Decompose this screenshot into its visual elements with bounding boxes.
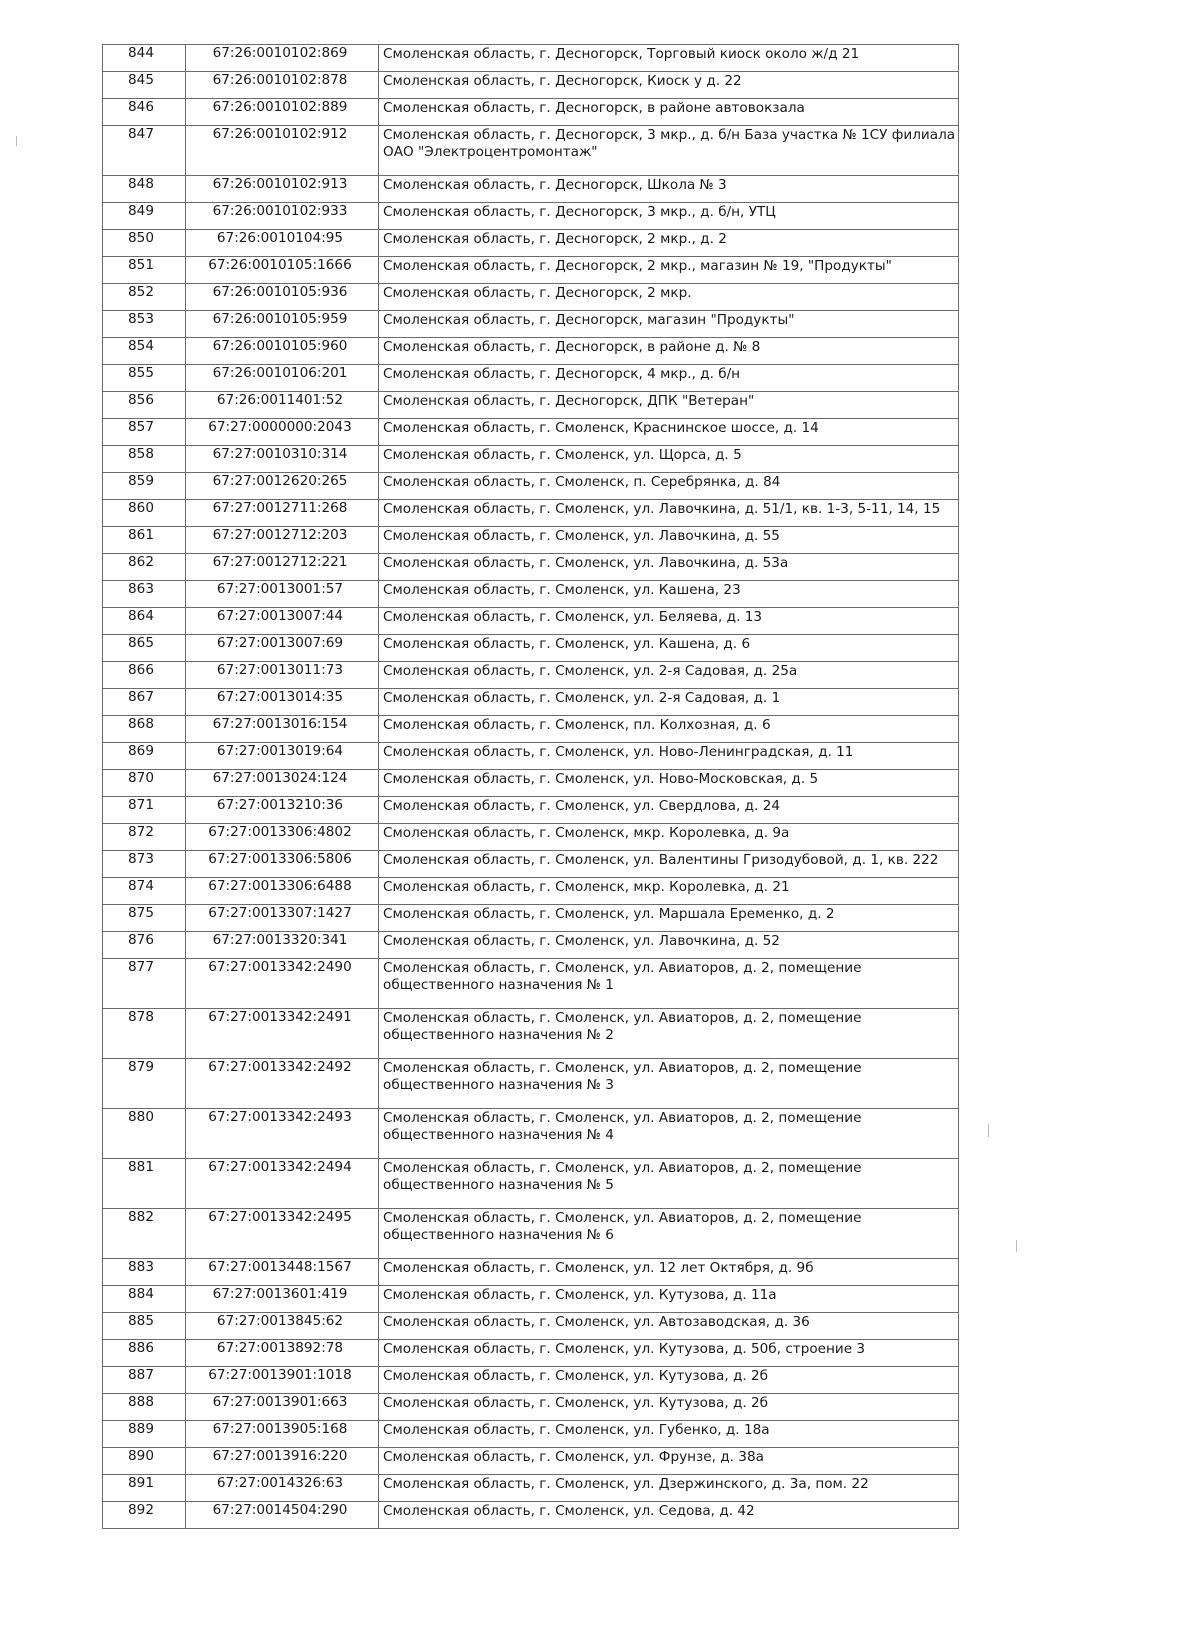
property-table [102,44,959,1529]
row-number-cell: 884 [103,1286,186,1313]
address-cell: Смоленская область, г. Десногорск, 4 мкр., д. б/н [379,365,959,392]
address-cell: Смоленская область, г. Смоленск, ул. Авиаторов, д. 2, помещение общественного назначения № 1 [379,959,959,1009]
table-row [103,72,959,99]
row-number-cell: 882 [103,1209,186,1259]
table-row [103,1448,959,1475]
cadastral-number-cell: 67:27:0013342:2490 [186,959,379,1009]
row-number-cell: 857 [103,419,186,446]
cadastral-number-cell: 67:27:0013892:78 [186,1340,379,1367]
address-cell: Смоленская область, г. Смоленск, ул. Кутузова, д. 50б, строение 3 [379,1340,959,1367]
address-cell: Смоленская область, г. Смоленск, ул. Дзержинского, д. 3а, пом. 22 [379,1475,959,1502]
cadastral-number-cell: 67:27:0013901:663 [186,1394,379,1421]
row-number-cell: 873 [103,851,186,878]
table-row [103,878,959,905]
address-cell: Смоленская область, г. Смоленск, ул. 2-я Садовая, д. 1 [379,689,959,716]
row-number-cell: 874 [103,878,186,905]
row-number-cell: 850 [103,230,186,257]
address-cell: Смоленская область, г. Смоленск, ул. 12 лет Октября, д. 9б [379,1259,959,1286]
address-cell: Смоленская область, г. Десногорск, Школа № 3 [379,176,959,203]
cadastral-number-cell: 67:27:0013845:62 [186,1313,379,1340]
table-row [103,581,959,608]
row-number-cell: 890 [103,1448,186,1475]
table-row [103,311,959,338]
cadastral-number-cell: 67:27:0013342:2495 [186,1209,379,1259]
cadastral-number-cell: 67:27:0014326:63 [186,1475,379,1502]
table-row [103,126,959,176]
address-cell: Смоленская область, г. Десногорск, в районе автовокзала [379,99,959,126]
cadastral-number-cell: 67:27:0013007:69 [186,635,379,662]
table-row [103,1502,959,1529]
row-number-cell: 860 [103,500,186,527]
cadastral-number-cell: 67:27:0013024:124 [186,770,379,797]
cadastral-number-cell: 67:27:0013601:419 [186,1286,379,1313]
row-number-cell: 872 [103,824,186,851]
cadastral-number-cell: 67:26:0010105:1666 [186,257,379,284]
row-number-cell: 889 [103,1421,186,1448]
table-body [103,45,959,1529]
address-cell: Смоленская область, г. Смоленск, ул. Лавочкина, д. 51/1, кв. 1-3, 5-11, 14, 15 [379,500,959,527]
address-cell: Смоленская область, г. Смоленск, ул. Авиаторов, д. 2, помещение общественного назначения № 3 [379,1059,959,1109]
table-row [103,257,959,284]
cadastral-number-cell: 67:27:0013342:2491 [186,1009,379,1059]
cadastral-number-cell: 67:27:0013019:64 [186,743,379,770]
cadastral-number-cell: 67:27:0013306:5806 [186,851,379,878]
address-cell: Смоленская область, г. Смоленск, ул. Седова, д. 42 [379,1502,959,1529]
cadastral-number-cell: 67:27:0012712:203 [186,527,379,554]
table-row [103,554,959,581]
row-number-cell: 851 [103,257,186,284]
table-row [103,500,959,527]
row-number-cell: 864 [103,608,186,635]
row-number-cell: 868 [103,716,186,743]
table-row [103,824,959,851]
cadastral-number-cell: 67:27:0013905:168 [186,1421,379,1448]
cadastral-number-cell: 67:27:0010310:314 [186,446,379,473]
table-row [103,635,959,662]
row-number-cell: 865 [103,635,186,662]
address-cell: Смоленская область, г. Десногорск, 3 мкр., д. б/н, УТЦ [379,203,959,230]
row-number-cell: 846 [103,99,186,126]
cadastral-number-cell: 67:27:0012711:268 [186,500,379,527]
cadastral-number-cell: 67:27:0012620:265 [186,473,379,500]
table-row [103,1394,959,1421]
address-cell: Смоленская область, г. Смоленск, ул. Автозаводская, д. 36 [379,1313,959,1340]
row-number-cell: 888 [103,1394,186,1421]
address-cell: Смоленская область, г. Смоленск, ул. Беляева, д. 13 [379,608,959,635]
address-cell: Смоленская область, г. Смоленск, ул. Авиаторов, д. 2, помещение общественного назначения № 5 [379,1159,959,1209]
cadastral-number-cell: 67:27:0000000:2043 [186,419,379,446]
cadastral-number-cell: 67:27:0012712:221 [186,554,379,581]
address-cell: Смоленская область, г. Десногорск, 2 мкр., д. 2 [379,230,959,257]
cadastral-number-cell: 67:26:0010102:869 [186,45,379,72]
row-number-cell: 877 [103,959,186,1009]
row-number-cell: 863 [103,581,186,608]
table-row [103,1259,959,1286]
address-cell: Смоленская область, г. Смоленск, ул. Лавочкина, д. 53а [379,554,959,581]
cadastral-number-cell: 67:27:0013007:44 [186,608,379,635]
table-row [103,284,959,311]
address-cell: Смоленская область, г. Смоленск, ул. Свердлова, д. 24 [379,797,959,824]
address-cell: Смоленская область, г. Смоленск, мкр. Королевка, д. 9а [379,824,959,851]
row-number-cell: 859 [103,473,186,500]
table-row [103,45,959,72]
table-row [103,1475,959,1502]
cadastral-number-cell: 67:27:0013306:4802 [186,824,379,851]
row-number-cell: 852 [103,284,186,311]
address-cell: Смоленская область, г. Смоленск, ул. Ново-Ленинградская, д. 11 [379,743,959,770]
cadastral-number-cell: 67:27:0013307:1427 [186,905,379,932]
table-row [103,176,959,203]
cadastral-number-cell: 67:26:0010106:201 [186,365,379,392]
cadastral-number-cell: 67:26:0010102:912 [186,126,379,176]
row-number-cell: 875 [103,905,186,932]
address-cell: Смоленская область, г. Смоленск, ул. Щорса, д. 5 [379,446,959,473]
cadastral-number-cell: 67:27:0013448:1567 [186,1259,379,1286]
cadastral-number-cell: 67:27:0013342:2492 [186,1059,379,1109]
table-row [103,905,959,932]
cadastral-number-cell: 67:26:0010102:889 [186,99,379,126]
cadastral-number-cell: 67:27:0013306:6488 [186,878,379,905]
cadastral-number-cell: 67:27:0013014:35 [186,689,379,716]
row-number-cell: 876 [103,932,186,959]
table-row [103,797,959,824]
address-cell: Смоленская область, г. Смоленск, ул. Лавочкина, д. 52 [379,932,959,959]
address-cell: Смоленская область, г. Смоленск, ул. Кашена, 23 [379,581,959,608]
table-row [103,1209,959,1259]
row-number-cell: 886 [103,1340,186,1367]
cadastral-number-cell: 67:27:0013210:36 [186,797,379,824]
cadastral-number-cell: 67:27:0013342:2493 [186,1109,379,1159]
row-number-cell: 871 [103,797,186,824]
address-cell: Смоленская область, г. Смоленск, ул. Ново-Московская, д. 5 [379,770,959,797]
table-row [103,716,959,743]
address-cell: Смоленская область, г. Десногорск, ДПК "Ветеран" [379,392,959,419]
row-number-cell: 883 [103,1259,186,1286]
cadastral-number-cell: 67:27:0014504:290 [186,1502,379,1529]
address-cell: Смоленская область, г. Десногорск, 2 мкр., магазин № 19, "Продукты" [379,257,959,284]
address-cell: Смоленская область, г. Смоленск, ул. Валентины Гризодубовой, д. 1, кв. 222 [379,851,959,878]
cadastral-number-cell: 67:27:0013342:2494 [186,1159,379,1209]
address-cell: Смоленская область, г. Десногорск, Киоск у д. 22 [379,72,959,99]
table-row [103,527,959,554]
table-row [103,932,959,959]
address-cell: Смоленская область, г. Смоленск, п. Серебрянка, д. 84 [379,473,959,500]
table-row [103,959,959,1009]
table-row [103,608,959,635]
table-row [103,1109,959,1159]
table-row [103,743,959,770]
table-row [103,203,959,230]
scan-artifact [988,1124,989,1137]
table-row [103,338,959,365]
address-cell: Смоленская область, г. Смоленск, Краснинское шоссе, д. 14 [379,419,959,446]
table-row [103,851,959,878]
cadastral-number-cell: 67:26:0010105:936 [186,284,379,311]
table-row [103,230,959,257]
table-row [103,662,959,689]
address-cell: Смоленская область, г. Десногорск, в районе д. № 8 [379,338,959,365]
cadastral-number-cell: 67:26:0011401:52 [186,392,379,419]
row-number-cell: 845 [103,72,186,99]
row-number-cell: 879 [103,1059,186,1109]
address-cell: Смоленская область, г. Смоленск, ул. Губенко, д. 18а [379,1421,959,1448]
row-number-cell: 861 [103,527,186,554]
row-number-cell: 878 [103,1009,186,1059]
table-row [103,1159,959,1209]
cadastral-number-cell: 67:26:0010102:933 [186,203,379,230]
table-row [103,1059,959,1109]
address-cell: Смоленская область, г. Смоленск, ул. Авиаторов, д. 2, помещение общественного назначения № 4 [379,1109,959,1159]
row-number-cell: 854 [103,338,186,365]
row-number-cell: 849 [103,203,186,230]
row-number-cell: 855 [103,365,186,392]
table-row [103,99,959,126]
row-number-cell: 862 [103,554,186,581]
row-number-cell: 887 [103,1367,186,1394]
address-cell: Смоленская область, г. Смоленск, мкр. Королевка, д. 21 [379,878,959,905]
address-cell: Смоленская область, г. Смоленск, ул. Лавочкина, д. 55 [379,527,959,554]
address-cell: Смоленская область, г. Смоленск, ул. Маршала Еременко, д. 2 [379,905,959,932]
address-cell: Смоленская область, г. Десногорск, 3 мкр., д. б/н База участка № 1СУ филиала ОАО "Электроцентромонтаж" [379,126,959,176]
address-cell: Смоленская область, г. Десногорск, магазин "Продукты" [379,311,959,338]
scan-artifact [16,136,17,146]
row-number-cell: 892 [103,1502,186,1529]
address-cell: Смоленская область, г. Смоленск, ул. Кутузова, д. 2б [379,1394,959,1421]
scan-artifact [1016,1240,1017,1252]
cadastral-number-cell: 67:26:0010102:878 [186,72,379,99]
address-cell: Смоленская область, г. Десногорск, 2 мкр. [379,284,959,311]
table-row [103,1286,959,1313]
row-number-cell: 869 [103,743,186,770]
cadastral-number-cell: 67:26:0010102:913 [186,176,379,203]
address-cell: Смоленская область, г. Смоленск, ул. Кутузова, д. 11а [379,1286,959,1313]
row-number-cell: 870 [103,770,186,797]
row-number-cell: 848 [103,176,186,203]
address-cell: Смоленская область, г. Смоленск, ул. Авиаторов, д. 2, помещение общественного назначения № 6 [379,1209,959,1259]
cadastral-number-cell: 67:26:0010104:95 [186,230,379,257]
row-number-cell: 847 [103,126,186,176]
row-number-cell: 881 [103,1159,186,1209]
address-cell: Смоленская область, г. Смоленск, ул. 2-я Садовая, д. 25а [379,662,959,689]
table-row [103,1340,959,1367]
table-row [103,365,959,392]
address-cell: Смоленская область, г. Десногорск, Торговый киоск около ж/д 21 [379,45,959,72]
cadastral-number-cell: 67:27:0013001:57 [186,581,379,608]
table-row [103,392,959,419]
address-cell: Смоленская область, г. Смоленск, ул. Кутузова, д. 2б [379,1367,959,1394]
table-row [103,1367,959,1394]
cadastral-number-cell: 67:27:0013916:220 [186,1448,379,1475]
address-cell: Смоленская область, г. Смоленск, ул. Кашена, д. 6 [379,635,959,662]
table-row [103,689,959,716]
cadastral-number-cell: 67:27:0013320:341 [186,932,379,959]
row-number-cell: 853 [103,311,186,338]
table-row [103,770,959,797]
address-cell: Смоленская область, г. Смоленск, пл. Колхозная, д. 6 [379,716,959,743]
cadastral-number-cell: 67:26:0010105:959 [186,311,379,338]
row-number-cell: 866 [103,662,186,689]
cadastral-number-cell: 67:27:0013016:154 [186,716,379,743]
table-row [103,1313,959,1340]
row-number-cell: 867 [103,689,186,716]
row-number-cell: 844 [103,45,186,72]
table-row [103,473,959,500]
address-cell: Смоленская область, г. Смоленск, ул. Фрунзе, д. 38а [379,1448,959,1475]
row-number-cell: 885 [103,1313,186,1340]
cadastral-number-cell: 67:27:0013011:73 [186,662,379,689]
table-row [103,1009,959,1059]
row-number-cell: 856 [103,392,186,419]
table-row [103,446,959,473]
table-row [103,419,959,446]
address-cell: Смоленская область, г. Смоленск, ул. Авиаторов, д. 2, помещение общественного назначения № 2 [379,1009,959,1059]
table-row [103,1421,959,1448]
cadastral-number-cell: 67:27:0013901:1018 [186,1367,379,1394]
row-number-cell: 891 [103,1475,186,1502]
row-number-cell: 880 [103,1109,186,1159]
row-number-cell: 858 [103,446,186,473]
cadastral-number-cell: 67:26:0010105:960 [186,338,379,365]
